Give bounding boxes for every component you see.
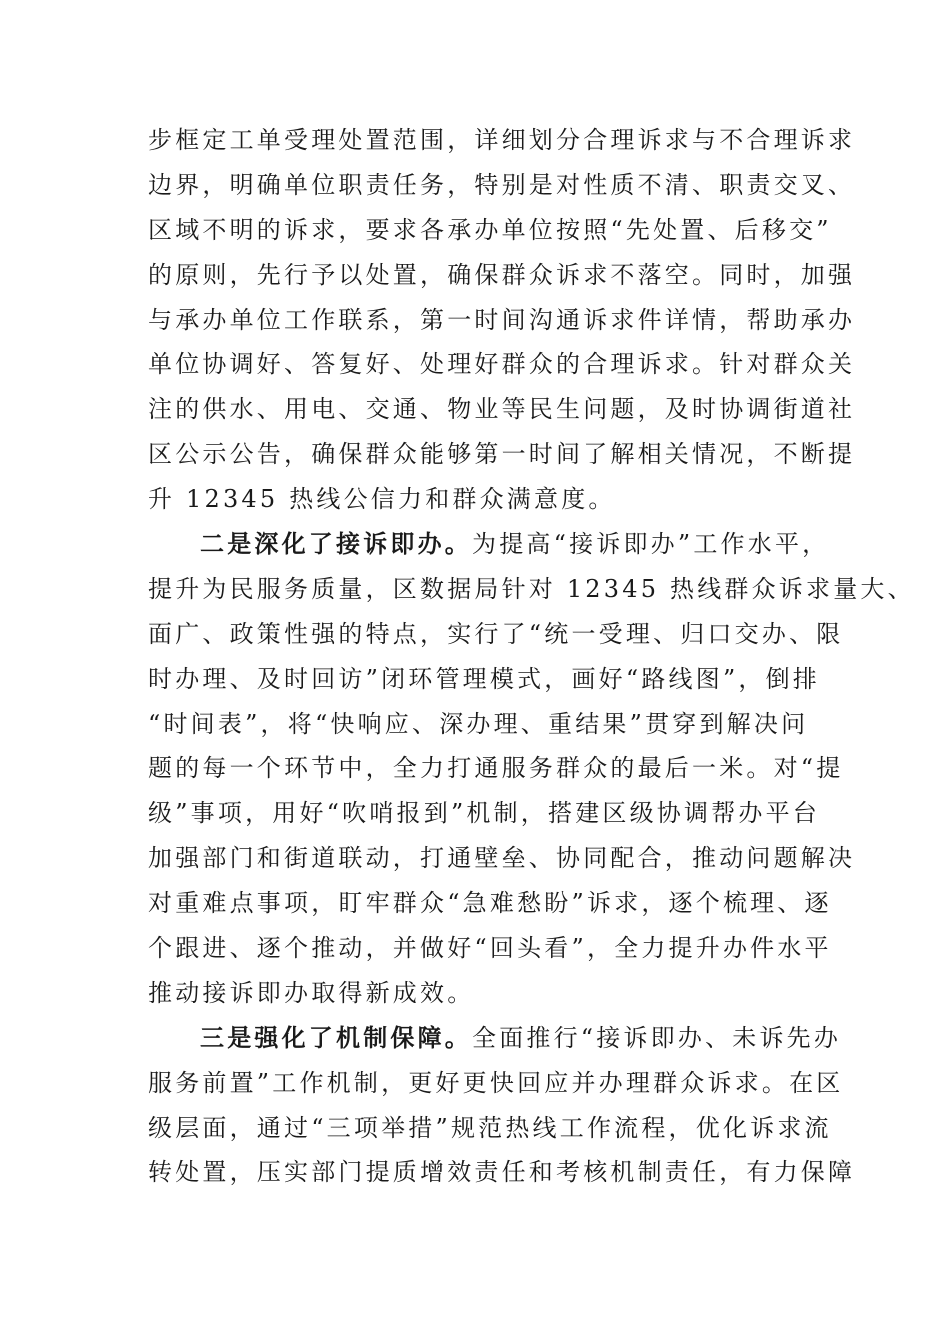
- text-line: 级”事项，用好“吹哨报到”机制，搭建区级协调帮办平台: [148, 799, 821, 828]
- text-line: 区公示公告，确保群众能够第一时间了解相关情况，不断提: [148, 440, 856, 469]
- text-line-first: [148, 522, 828, 567]
- text-line: 步框定工单受理处置范围，详细划分合理诉求与不合理诉求: [148, 126, 856, 154]
- text-line: 面广、政策性强的特点，实行了“统一受理、归口交办、限: [148, 619, 844, 648]
- text-line: 服务前置”工作机制，更好更快回应并办理群众诉求。在区: [148, 1068, 844, 1097]
- text-line: 题的每一个环节中，全力打通服务群众的最后一米。对“提: [148, 754, 844, 783]
- document-body: [148, 118, 915, 1195]
- text-line: 与承办单位工作联系，第一时间沟通诉求件详情，帮助承办: [148, 305, 856, 334]
- text-line: 级层面，通过“三项举措”规范热线工作流程，优化诉求流: [148, 1113, 832, 1142]
- text-line: “时间表”，将“快响应、深办理、重结果”贯穿到解决问: [148, 709, 809, 738]
- heading-continuation: 全面推行“接诉即办、未诉先办: [472, 1023, 842, 1052]
- text-line: 转处置，压实部门提质增效责任和考核机制责任，有力保障: [148, 1158, 856, 1187]
- text-line: 时办理、及时回访”闭环管理模式，画好“路线图”，倒排: [148, 664, 821, 693]
- text-line: 的原则，先行予以处置，确保群众诉求不落空。同时，加强: [148, 260, 856, 289]
- paragraph-heading: 二是深化了接诉即办。: [200, 529, 472, 559]
- text-line: 提升为民服务质量，区数据局针对 12345 热线群众诉求量大、: [148, 574, 915, 603]
- paragraph-strengthen-mechanism: [148, 1016, 856, 1196]
- text-line: 区域不明的诉求，要求各承办单位按照“先处置、后移交”: [148, 215, 832, 244]
- heading-continuation: 为提高“接诉即办”工作水平，: [472, 530, 830, 559]
- text-line: 注的供水、用电、交通、物业等民生问题，及时协调街道社: [148, 395, 856, 424]
- text-line-first: [148, 1016, 842, 1061]
- text-line: 单位协调好、答复好、处理好群众的合理诉求。针对群众关: [148, 350, 856, 379]
- paragraph-deepen-handling: [148, 522, 915, 1016]
- paragraph-heading: 三是强化了机制保障。: [200, 1022, 472, 1052]
- text-line: 对重难点事项，盯牢群众“急难愁盼”诉求，逐个梳理、逐: [148, 889, 832, 918]
- text-line: 加强部门和街道联动，打通壁垒、协同配合，推动问题解决: [148, 844, 856, 873]
- text-line: 个跟进、逐个推动，并做好“回头看”，全力提升办件水平: [148, 934, 832, 963]
- text-line: 边界，明确单位职责任务，特别是对性质不清、职责交叉、: [148, 170, 856, 199]
- paragraph-continuation: [148, 118, 856, 522]
- text-line: 升 12345 热线公信力和群众满意度。: [148, 485, 616, 514]
- text-line: 推动接诉即办取得新成效。: [148, 978, 475, 1007]
